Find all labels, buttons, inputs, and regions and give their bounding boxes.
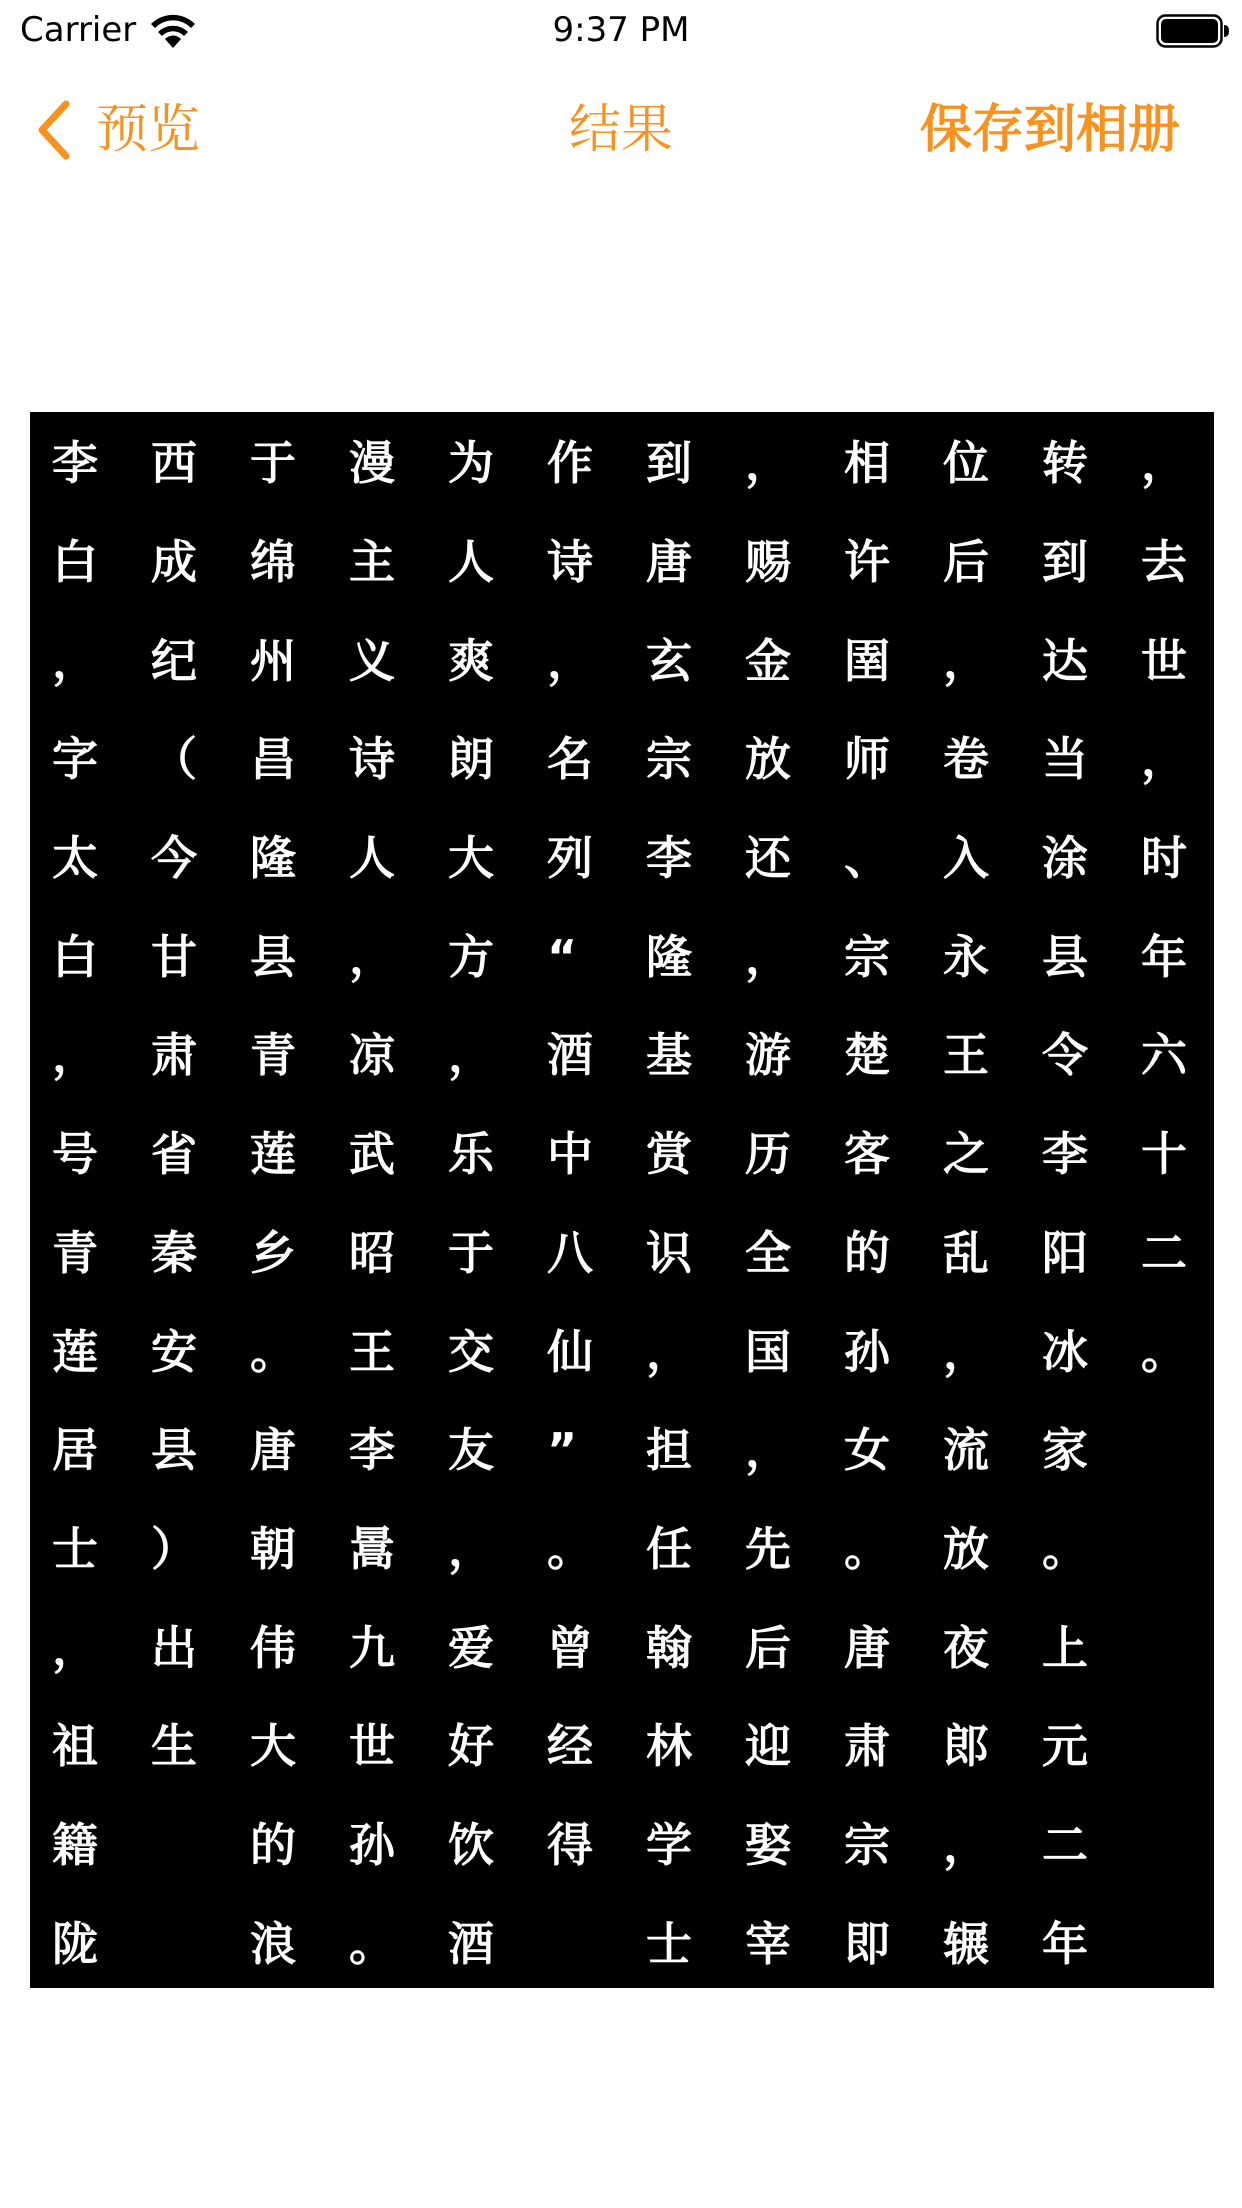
poem-char: ， — [745, 1423, 791, 1478]
poem-char: 二 — [1141, 1225, 1187, 1280]
poem-char: 相 — [844, 436, 890, 491]
poem-char — [1141, 1401, 1240, 1500]
poem-char: 朗 — [448, 732, 494, 787]
poem-char: 浪 — [250, 1916, 296, 1971]
poem-char: 爽 — [448, 633, 494, 688]
poem-char: 九 — [349, 1620, 395, 1675]
poem-char: 林 — [646, 1719, 692, 1774]
poem-char — [1141, 1500, 1240, 1599]
poem-char: 出 — [151, 1620, 197, 1675]
poem-char: ， — [646, 1324, 692, 1379]
poem-char — [1141, 1697, 1240, 1796]
back-label: 预览 — [96, 100, 201, 160]
poem-char: 娶 — [745, 1817, 791, 1872]
poem-char: 后 — [943, 535, 989, 590]
poem-char: 楚 — [844, 1028, 890, 1083]
poem-char: 位 — [943, 436, 989, 491]
poem-char: 莲 — [52, 1324, 98, 1379]
back-button[interactable] — [36, 90, 200, 170]
save-to-album-button[interactable]: 保存到相册 — [919, 100, 1180, 160]
poem-char — [151, 1796, 250, 1895]
poem-char: ， — [943, 1817, 989, 1872]
poem-char: ， — [1141, 436, 1187, 491]
poem-char: 赐 — [745, 535, 791, 590]
poem-char: 唐 — [646, 535, 692, 590]
poem-char: 二 — [1042, 1817, 1088, 1872]
poem-char: 祖 — [52, 1719, 98, 1774]
poem-char: 师 — [844, 732, 890, 787]
poem-char: 绵 — [250, 535, 296, 590]
poem-char: 人 — [448, 535, 494, 590]
poem-char: 达 — [1042, 633, 1088, 688]
poem-char: “ — [547, 929, 578, 984]
poem-char: 名 — [547, 732, 593, 787]
poem-char: 涂 — [1042, 831, 1088, 886]
poem-char: 年 — [1042, 1916, 1088, 1971]
poem-char: 。 — [844, 1521, 890, 1576]
poem-char: 世 — [349, 1719, 395, 1774]
poem-char: 。 — [349, 1916, 395, 1971]
poem-char: 主 — [349, 535, 395, 590]
poem-char: 太 — [52, 831, 98, 886]
poem-char: 。 — [1042, 1521, 1088, 1576]
poem-char: 宗 — [844, 1817, 890, 1872]
poem-char: 唐 — [250, 1423, 296, 1478]
poem-char: 阳 — [1042, 1225, 1088, 1280]
poem-char: 酒 — [448, 1916, 494, 1971]
poem-char: 永 — [943, 929, 989, 984]
poem-char: 酒 — [547, 1028, 593, 1083]
poem-char: 为 — [448, 436, 494, 491]
poem-char: 县 — [250, 929, 296, 984]
poem-char: 到 — [1042, 535, 1088, 590]
poem-char: 省 — [151, 1127, 197, 1182]
poem-char: 隆 — [646, 929, 692, 984]
poem-char: 方 — [448, 929, 494, 984]
poem-char: 义 — [349, 633, 395, 688]
poem-char: 武 — [349, 1127, 395, 1182]
poem-char: 诗 — [349, 732, 395, 787]
poem-char: 诗 — [547, 535, 593, 590]
poem-char: 时 — [1141, 831, 1187, 886]
poem-char: 昭 — [349, 1225, 395, 1280]
poem-char: 迎 — [745, 1719, 791, 1774]
poem-char: 李 — [52, 436, 98, 491]
poem-char: 人 — [349, 831, 395, 886]
poem-char: 李 — [646, 831, 692, 886]
poem-char: 客 — [844, 1127, 890, 1182]
poem-char: 昌 — [250, 732, 296, 787]
carrier-label: Carrier — [20, 10, 137, 50]
poem-char: 八 — [547, 1225, 593, 1280]
poem-char: 饮 — [448, 1817, 494, 1872]
poem-char: ， — [547, 633, 593, 688]
poem-char: ， — [448, 1521, 494, 1576]
poem-char: 圉 — [844, 633, 890, 688]
poem-char: 作 — [547, 436, 593, 491]
poem-char: 去 — [1141, 535, 1187, 590]
poem-char: 于 — [250, 436, 296, 491]
poem-char: 县 — [1042, 929, 1088, 984]
poem-char: 任 — [646, 1521, 692, 1576]
poem-char: 放 — [943, 1521, 989, 1576]
poem-char: 王 — [349, 1324, 395, 1379]
poem-char: 到 — [646, 436, 692, 491]
poem-char: 暠 — [349, 1521, 395, 1576]
poem-char: 友 — [448, 1423, 494, 1478]
poem-char: 居 — [52, 1423, 98, 1478]
poem-char: 安 — [151, 1324, 197, 1379]
poem-char: 籍 — [52, 1817, 98, 1872]
poem-char: 宗 — [844, 929, 890, 984]
poem-char: 秦 — [151, 1225, 197, 1280]
poem-char: 朝 — [250, 1521, 296, 1576]
poem-char: 全 — [745, 1225, 791, 1280]
poem-char: 学 — [646, 1817, 692, 1872]
poem-char: 漫 — [349, 436, 395, 491]
poem-char: 孙 — [349, 1817, 395, 1872]
poem-char: 、 — [844, 831, 890, 886]
page-title: 结果 — [568, 100, 673, 160]
poem-char: 士 — [646, 1916, 692, 1971]
poem-char: 年 — [1141, 929, 1187, 984]
poem-char: 宗 — [646, 732, 692, 787]
poem-char: ， — [52, 1028, 98, 1083]
poem-char: 。 — [1141, 1324, 1187, 1379]
poem-char: 甘 — [151, 929, 197, 984]
poem-char: 孙 — [844, 1324, 890, 1379]
poem-char: 基 — [646, 1028, 692, 1083]
clock: 9:37 PM — [552, 10, 690, 50]
poem-char: 经 — [547, 1719, 593, 1774]
poem-char: 县 — [151, 1423, 197, 1478]
poem-char: ， — [943, 1324, 989, 1379]
poem-char: 夜 — [943, 1620, 989, 1675]
chevron-left-icon — [36, 100, 72, 160]
poem-char — [547, 1894, 646, 1993]
poem-char: ” — [547, 1423, 578, 1478]
poem-char: 之 — [943, 1127, 989, 1182]
poem-char: 乱 — [943, 1225, 989, 1280]
poem-char: 仙 — [547, 1324, 593, 1379]
poem-char: ， — [745, 436, 791, 491]
poem-char: 十 — [1141, 1127, 1187, 1182]
poem-char: 西 — [151, 436, 197, 491]
poem-char: 唐 — [844, 1620, 890, 1675]
poem-char: 金 — [745, 633, 791, 688]
poem-char: 凉 — [349, 1028, 395, 1083]
poem-char: 。 — [547, 1521, 593, 1576]
poem-char: 乡 — [250, 1225, 296, 1280]
poem-char: 大 — [250, 1719, 296, 1774]
poem-char: 肃 — [844, 1719, 890, 1774]
poem-text-grid — [52, 414, 1240, 1993]
poem-char: 担 — [646, 1423, 692, 1478]
poem-char: 赏 — [646, 1127, 692, 1182]
poem-char: 世 — [1141, 633, 1187, 688]
status-bar — [0, 0, 1242, 60]
poem-char: 号 — [52, 1127, 98, 1182]
poem-char: 生 — [151, 1719, 197, 1774]
poem-char: 入 — [943, 831, 989, 886]
poem-char — [1141, 1894, 1240, 1993]
poem-char: （ — [151, 732, 197, 787]
poem-char: 肃 — [151, 1028, 197, 1083]
poem-char: 后 — [745, 1620, 791, 1675]
poem-char: 隆 — [250, 831, 296, 886]
poem-char: 流 — [943, 1423, 989, 1478]
poem-char: 青 — [52, 1225, 98, 1280]
poem-char: 转 — [1042, 436, 1088, 491]
poem-char: 列 — [547, 831, 593, 886]
poem-char: 伟 — [250, 1620, 296, 1675]
poem-char: 游 — [745, 1028, 791, 1083]
poem-char: 上 — [1042, 1620, 1088, 1675]
poem-char: ， — [943, 633, 989, 688]
poem-char: ， — [349, 929, 395, 984]
poem-char: 宰 — [745, 1916, 791, 1971]
poem-char: 家 — [1042, 1423, 1088, 1478]
poem-char: 卷 — [943, 732, 989, 787]
poem-char: ） — [151, 1521, 197, 1576]
poem-char: 辗 — [943, 1916, 989, 1971]
battery-icon — [1156, 14, 1230, 48]
poem-char: 青 — [250, 1028, 296, 1083]
poem-char: 李 — [349, 1423, 395, 1478]
poem-char: 大 — [448, 831, 494, 886]
poem-char: 王 — [943, 1028, 989, 1083]
poem-char: ， — [745, 929, 791, 984]
poem-char: 成 — [151, 535, 197, 590]
poem-char: 玄 — [646, 633, 692, 688]
poem-char: 许 — [844, 535, 890, 590]
poem-char: 白 — [52, 929, 98, 984]
poem-char: 。 — [250, 1324, 296, 1379]
poem-char: ， — [1141, 732, 1187, 787]
poem-char: 当 — [1042, 732, 1088, 787]
poem-char: 纪 — [151, 633, 197, 688]
poem-char: 女 — [844, 1423, 890, 1478]
poem-char: 莲 — [250, 1127, 296, 1182]
poem-char — [151, 1894, 250, 1993]
poem-char: 爱 — [448, 1620, 494, 1675]
poem-char: 字 — [52, 732, 98, 787]
poem-char: 冰 — [1042, 1324, 1088, 1379]
poem-char: 识 — [646, 1225, 692, 1280]
navigation-bar — [0, 70, 1242, 190]
poem-char: 陇 — [52, 1916, 98, 1971]
poem-char — [1141, 1796, 1240, 1895]
poem-char: 乐 — [448, 1127, 494, 1182]
poem-char: 得 — [547, 1817, 593, 1872]
poem-char: 的 — [250, 1817, 296, 1872]
poem-char: 州 — [250, 633, 296, 688]
poem-char: 元 — [1042, 1719, 1088, 1774]
poem-char: 好 — [448, 1719, 494, 1774]
poem-char: 今 — [151, 831, 197, 886]
poem-char: 交 — [448, 1324, 494, 1379]
poem-char: 国 — [745, 1324, 791, 1379]
poem-char: 历 — [745, 1127, 791, 1182]
poem-char: 即 — [844, 1916, 890, 1971]
poem-char: 令 — [1042, 1028, 1088, 1083]
poem-char: 六 — [1141, 1028, 1187, 1083]
poem-char: 还 — [745, 831, 791, 886]
poem-char: 先 — [745, 1521, 791, 1576]
poem-char: 白 — [52, 535, 98, 590]
poem-char: 曾 — [547, 1620, 593, 1675]
poem-char: 士 — [52, 1521, 98, 1576]
poem-char: 中 — [547, 1127, 593, 1182]
poem-char: 放 — [745, 732, 791, 787]
poem-char: 的 — [844, 1225, 890, 1280]
poem-char: 于 — [448, 1225, 494, 1280]
poem-char: ， — [448, 1028, 494, 1083]
poem-char: 翰 — [646, 1620, 692, 1675]
poem-char — [1141, 1598, 1240, 1697]
poem-char: ， — [52, 1620, 98, 1675]
poem-char: 李 — [1042, 1127, 1088, 1182]
poem-char: 郎 — [943, 1719, 989, 1774]
poem-image — [30, 412, 1214, 1988]
poem-char: ， — [52, 633, 98, 688]
